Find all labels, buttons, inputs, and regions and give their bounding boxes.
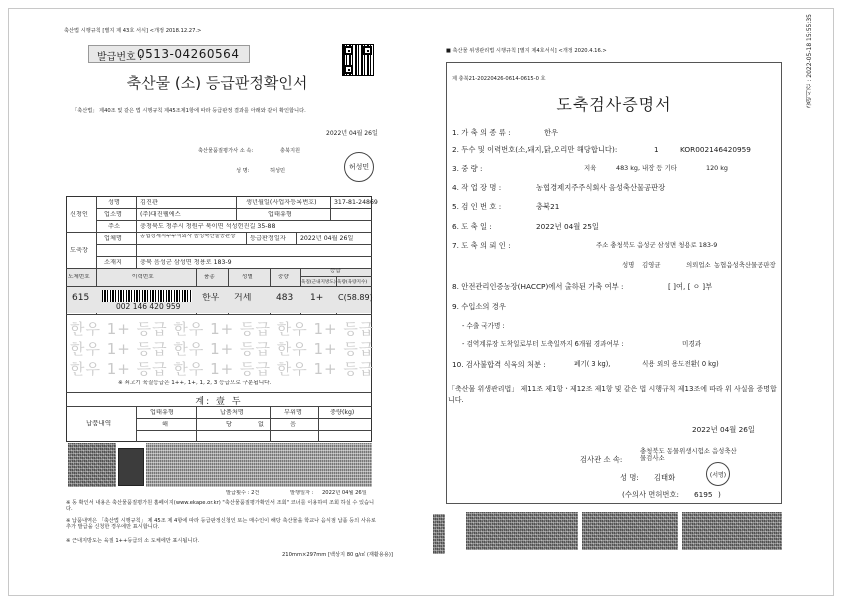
delivery-val-3: 없 <box>258 421 264 428</box>
row-breed: 한우 <box>202 293 220 303</box>
item-4-label: 4. 작 업 장 명 : <box>452 183 502 192</box>
security-pattern <box>582 512 678 550</box>
item-2-trace: KOR002146420959 <box>680 145 751 154</box>
certificate-date: 2022년 04월 26일 <box>692 425 755 434</box>
document-number: 제 충북21-20220426-0614-0615-0 호 <box>452 76 546 82</box>
applicant-address: 충청북도 청주시 청원구 북이면 석성헌진길 35-88 <box>140 223 276 230</box>
col-grade: 등급 <box>330 268 341 274</box>
inspector-seal: (서명) <box>706 462 730 486</box>
requester-name-label: 성명 <box>622 261 635 269</box>
row-trace-no: 002 146 420 959 <box>116 303 181 311</box>
delivery-col-weight: 중량(kg) <box>330 409 355 416</box>
item-7-value: 주소 충청북도 음성군 삼성면 청용로 183-9 <box>596 241 718 249</box>
applicant-section-label: 신청인 <box>70 211 88 218</box>
disposal-waste: 폐기( 3 kg), <box>574 360 611 368</box>
security-pattern <box>68 443 116 487</box>
slaughterhouse-company-label: 업체명 <box>104 235 122 242</box>
row-yield-grade: C(58.89) <box>338 293 373 302</box>
import-months-label: - 검역계류장 도착일로부터 도축일까지 6개월 경과여부 : <box>462 340 624 348</box>
requester-org: 농협음성축산물공판장 <box>714 261 776 269</box>
watermark-row: 한우 1+ 등급 한우 1+ 등급 한우 1+ 등급 <box>70 360 375 378</box>
issue-number: 0513-04260564 <box>137 47 240 61</box>
item-2-label: 2. 두수 및 이력번호(소,돼지,닭,오리만 해당합니다): <box>452 145 618 154</box>
import-label: 9. 수입소의 경우 <box>452 302 506 311</box>
inspector-org-label: 검사관 소 속: <box>580 455 623 464</box>
row-carcass-no: 615 <box>72 293 90 303</box>
trace-barcode <box>102 290 192 302</box>
issue-number-label: 발급번호 : <box>97 52 143 63</box>
security-pattern <box>433 514 445 554</box>
row-quality-grade: 1+ <box>310 293 324 303</box>
issue-date: 2022년 04월 26일 <box>326 130 378 137</box>
delivery-val-2: 당 <box>226 421 232 428</box>
applicant-bizno-label: 생년월일(사업자등록번호) <box>246 199 317 206</box>
item-6-value: 2022년 04월 25일 <box>536 222 599 231</box>
print-count: 발급횟수 : 2건 <box>226 490 260 496</box>
item-6-label: 6. 도 축 일 : <box>452 222 492 231</box>
item-7-label: 7. 도 축 의 뢰 인 : <box>452 241 511 250</box>
security-pattern <box>466 512 578 550</box>
note-1: ※ 동 확인서 내용은 축산물품질평가원 홈페이지(www.ekape.or.kr) "축산물품질평가확인서 조회" 코너를 이용하여 조회 하실 수 있습니다. <box>66 500 375 512</box>
slaughterhouse-location-label: 소재지 <box>104 259 122 266</box>
watermark-row: 한우 1+ 등급 한우 1+ 등급 한우 1+ 등급 <box>70 320 375 338</box>
form-header-note: ■ 축산물 위생관리법 시행규칙 [별지 제4호서식] <개정 2020.4.16.> <box>446 48 607 54</box>
delivery-section-label: 납품내역 <box>86 420 112 427</box>
form-header-note: 축산법 시행규칙 [별지 제 43호 서식] <개정 2018.12.27.> <box>64 28 202 34</box>
grader-name-label: 성 명: <box>236 168 250 174</box>
item-4-value: 농협경제지주주식회사 음성축산물공판장 <box>536 183 666 192</box>
print-timestamp: 출력시간 : 2022-05-18 15:55:35 <box>806 14 813 108</box>
print-date: 2022년 04월 26일 <box>322 490 367 496</box>
col-sex: 성별 <box>242 274 253 280</box>
item-2-value: 1 <box>654 145 659 154</box>
grader-org: 충북지원 <box>280 148 301 154</box>
note-3: ※ 근내지방도는 육질 1++등급의 소 도체에만 표시됩니다. <box>66 538 200 544</box>
item-3-other-weight: 120 kg <box>706 164 728 172</box>
delivery-col-recipient: 납품처명 <box>220 409 244 416</box>
inspector-org: 충청북도 동물위생시험소 음성축산물검사소 <box>640 447 737 462</box>
slaughterhouse-location: 충북 음성군 삼성면 청용로 183-9 <box>140 259 232 266</box>
grading-date-label: 등급판정일자 <box>250 235 286 242</box>
row-sex: 거세 <box>234 293 252 303</box>
col-weight: 중량 <box>278 274 289 280</box>
delivery-col-type: 업태유형 <box>150 409 174 416</box>
print-date-label: 발행일자 : <box>290 490 314 496</box>
applicant-address-label: 주소 <box>108 223 120 230</box>
item-3-carcass-label: 지육 <box>584 164 597 172</box>
row-weight: 483 <box>276 293 294 303</box>
item-5-label: 5. 검 인 번 호 : <box>452 202 502 211</box>
item-3-carcass-weight: 483 kg, 내장 등 기타 <box>616 164 677 172</box>
total-head-count: 계: 壹 두 <box>195 397 243 407</box>
grading-date: 2022년 04월 26일 <box>300 235 354 242</box>
applicant-bizno: 317-81-24869 <box>334 199 378 206</box>
hologram-mark <box>118 448 144 486</box>
security-pattern <box>146 443 372 487</box>
license-close: ) <box>718 490 721 499</box>
requester-name: 김영균 <box>642 261 661 269</box>
document-title: 축산물 (소) 등급판정확인서 <box>126 74 308 92</box>
grader-name: 허성민 <box>270 168 286 174</box>
watermark-row: 한우 1+ 등급 한우 1+ 등급 한우 1+ 등급 <box>70 340 375 358</box>
col-grade-quality: 육질(근내지방도) <box>301 280 336 285</box>
applicant-name-label: 성명 <box>108 199 120 206</box>
item-5-value: 충북21 <box>536 202 560 211</box>
inspector-name-label: 성 명: <box>620 473 639 482</box>
applicant-company-label: 업소명 <box>104 211 122 218</box>
issue-number-box <box>88 45 250 63</box>
col-trace-no: 이력번호 <box>132 274 154 280</box>
col-grade-yield: 육량(육량지수) <box>337 280 368 285</box>
grade-footnote: ※ 쇠고기 육질등급은 1++, 1+, 1, 2, 3 등급으로 구분됩니다. <box>118 380 272 386</box>
item-1-label: 1. 가 축 의 종 류 : <box>452 128 511 137</box>
delivery-col-part: 부위명 <box>284 409 302 416</box>
intro-text: 「축산법」 제40조 및 같은 법 시행규칙 제45조제1항에 따라 등급판정 결과를 아래와 같이 확인합니다. <box>72 108 306 114</box>
print-timestamp-stamp <box>806 14 820 154</box>
license-label: (수의사 면허번호: <box>622 490 679 499</box>
requester-org-label: 의뢰업소 <box>686 261 711 269</box>
note-2: ※ 납품내역은 「축산법 시행규칙」 제 45조 제 4항에 따라 등급판정신청인 또는 매수인이 해당 축산물을 학교나 음식점 납품 등의 사유로 추가 발급을 신청한 경우에만 표시합니다. <box>66 518 376 530</box>
applicant-company: (주)대진웰에스 <box>140 211 181 218</box>
disposal-conversion: 식용 외의 용도전환( 0 kg) <box>642 360 719 368</box>
slaughterhouse-section-label: 도축장 <box>70 247 88 254</box>
item-3-label: 3. 중 량 : <box>452 164 483 173</box>
grader-seal: 허성민 <box>344 152 374 182</box>
document-title: 도축검사증명서 <box>556 95 672 114</box>
import-months-value: 미경과 <box>682 340 702 348</box>
grader-org-label: 축산물품질평가사 소 속: <box>198 148 254 154</box>
disposal-label: 10. 검사불합격 식육의 처분 : <box>452 360 546 369</box>
delivery-val-1: 해 <box>162 421 168 428</box>
paper-size: 210mm×297mm [백상지 80 g/㎡ (재활용용)] <box>282 552 393 558</box>
haccp-label: 8. 안전관리인증농장(HACCP)에서 출하된 가축 여부 : <box>452 282 624 291</box>
import-country-label: - 수출 국가명 : <box>462 322 505 330</box>
applicant-name: 김진관 <box>140 199 158 206</box>
delivery-val-4: 음 <box>290 421 296 428</box>
item-1-value: 한우 <box>544 128 559 137</box>
haccp-choice: [ ]여, [ ㅇ ]부 <box>668 282 713 291</box>
col-breed: 품종 <box>204 274 215 280</box>
security-pattern <box>682 512 782 550</box>
certification-statement: 「축산물 위생관리법」 제11조 제1항ㆍ제12조 제1항 및 같은 법 시행규칙 제13조에 따라 위 사실을 증명합니다. <box>448 385 777 404</box>
applicant-type-label: 업태유형 <box>268 211 292 218</box>
slaughterhouse-company: 농협경제지주주식회사 음성축산물공판장 <box>140 234 236 239</box>
col-carcass-no: 도체번호 <box>68 274 90 280</box>
license-number: 6195 <box>694 490 713 499</box>
inspector-name: 김태화 <box>654 473 676 482</box>
